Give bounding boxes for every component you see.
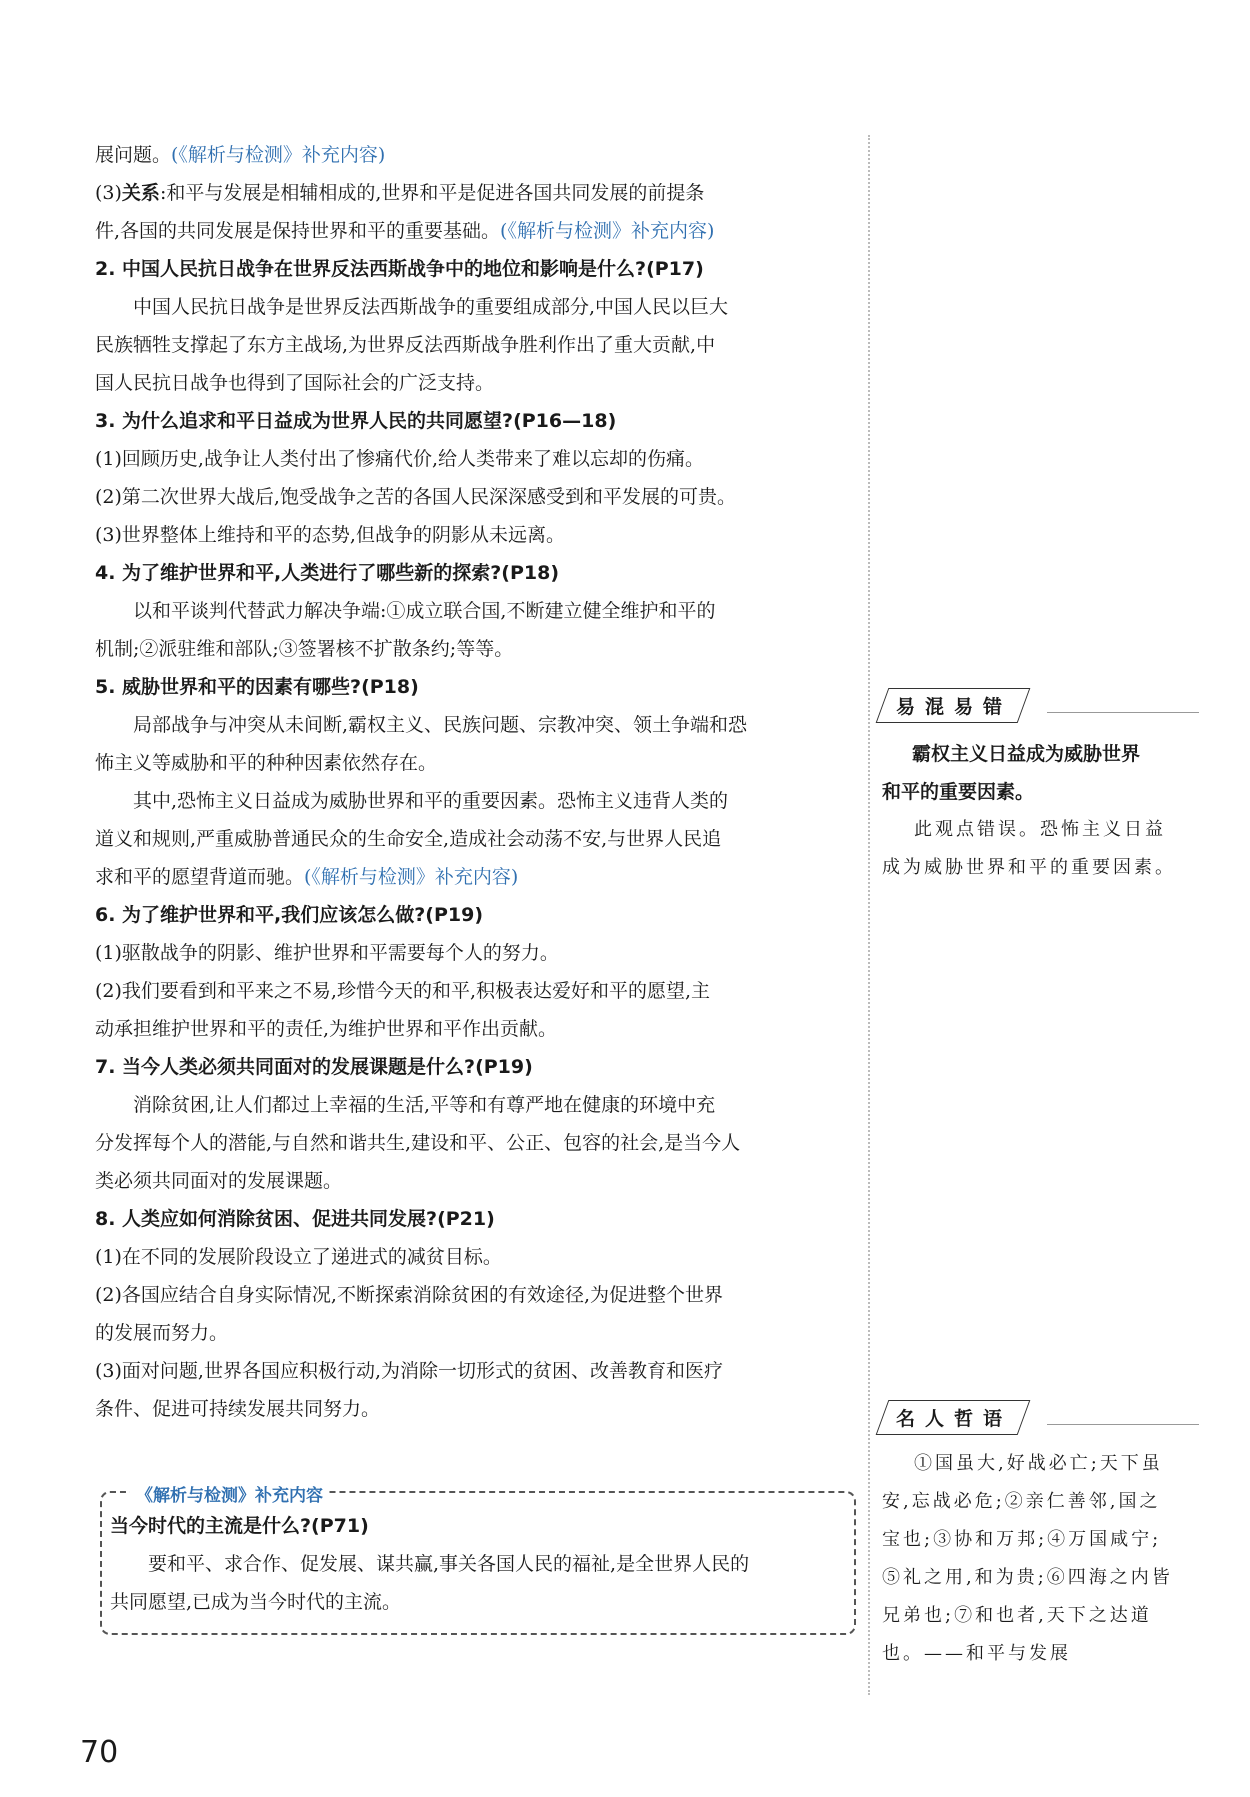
question-8: 8. 人类应如何消除贫困、促进共同发展?(P21) xyxy=(95,1208,495,1230)
question-7: 7. 当今人类必须共同面对的发展课题是什么?(P19) xyxy=(95,1056,533,1078)
answer-line: (2)我们要看到和平来之不易,珍惜今天的和平,积极表达爱好和平的愿望,主 xyxy=(95,980,711,1002)
answer-line: (2)各国应结合自身实际情况,不断探索消除贫困的有效途径,为促进整个世界 xyxy=(95,1284,723,1306)
quote-line: ⑤礼之用,和为贵;⑥四海之内皆 xyxy=(882,1567,1173,1588)
tag-underline xyxy=(1047,712,1199,713)
mistake-statement: 霸权主义日益成为威胁世界 xyxy=(912,743,1141,765)
question-2: 2. 中国人民抗日战争在世界反法西斯战争中的地位和影响是什么?(P17) xyxy=(95,258,704,280)
answer-line: (3)面对问题,世界各国应积极行动,为消除一切形式的贫困、改善教育和医疗 xyxy=(95,1360,723,1382)
answer-line: 以和平谈判代替武力解决争端:①成立联合国,不断建立健全维护和平的 xyxy=(133,600,716,622)
common-mistakes-tag: 易混易错 xyxy=(882,688,1024,723)
answer-line: (1)驱散战争的阴影、维护世界和平需要每个人的努力。 xyxy=(95,942,559,964)
quote-line: 宝也;③协和万邦;④万国咸宁; xyxy=(882,1529,1162,1550)
mistake-statement: 和平的重要因素。 xyxy=(882,781,1035,803)
text-line: 展问题。(《解析与检测》补充内容) xyxy=(95,144,386,166)
mistake-explanation: 此观点错误。恐怖主义日益 xyxy=(914,819,1166,840)
answer-line: 分发挥每个人的潜能,与自然和谐共生,建设和平、公正、包容的社会,是当今人 xyxy=(95,1132,741,1154)
text-line: (3)关系:和平与发展是相辅相成的,世界和平是促进各国共同发展的前提条 xyxy=(95,182,705,204)
answer-line: 类必须共同面对的发展课题。 xyxy=(95,1170,343,1192)
question-6: 6. 为了维护世界和平,我们应该怎么做?(P19) xyxy=(95,904,484,926)
answer-line: 机制;②派驻维和部队;③签署核不扩散条约;等等。 xyxy=(95,638,514,660)
answer-line: 条件、促进可持续发展共同努力。 xyxy=(95,1398,381,1420)
question-3: 3. 为什么追求和平日益成为世界人民的共同愿望?(P16—18) xyxy=(95,410,617,432)
answer-line: 道义和规则,严重威胁普通民众的生命安全,造成社会动荡不安,与世界人民追 xyxy=(95,828,722,850)
reference-note: (《解析与检测》补充内容) xyxy=(500,220,715,242)
answer-line: 动承担维护世界和平的责任,为维护世界和平作出贡献。 xyxy=(95,1018,558,1040)
reference-note: (《解析与检测》补充内容) xyxy=(171,144,386,166)
quote-line: 兄弟也;⑦和也者,天下之达道 xyxy=(882,1605,1152,1626)
answer-line: 其中,恐怖主义日益成为威胁世界和平的重要因素。恐怖主义违背人类的 xyxy=(133,790,729,812)
reference-note: (《解析与检测》补充内容) xyxy=(304,866,519,888)
answer-line: (1)在不同的发展阶段设立了递进式的减贫目标。 xyxy=(95,1246,502,1268)
sidebar-common-mistakes xyxy=(882,688,1202,887)
text-line: 件,各国的共同发展是保持世界和平的重要基础。(《解析与检测》补充内容) xyxy=(95,220,715,242)
answer-line: 消除贫困,让人们都过上幸福的生活,平等和有尊严地在健康的环境中充 xyxy=(133,1094,716,1116)
main-column xyxy=(95,136,860,1428)
answer-line: 民族牺牲支撑起了东方主战场,为世界反法西斯战争胜利作出了重大贡献,中 xyxy=(95,334,716,356)
supplement-answer: 要和平、求合作、促发展、谋共赢,事关各国人民的福祉,是全世界人民的 xyxy=(148,1553,750,1575)
quote-line: ①国虽大,好战必亡;天下虽 xyxy=(914,1453,1163,1474)
answer-line: 的发展而努力。 xyxy=(95,1322,229,1344)
question-5: 5. 威胁世界和平的因素有哪些?(P18) xyxy=(95,676,419,698)
answer-line: 局部战争与冲突从未间断,霸权主义、民族问题、宗教冲突、领土争端和恐 xyxy=(133,714,748,736)
supplement-answer: 共同愿望,已成为当今时代的主流。 xyxy=(110,1591,402,1613)
sidebar-famous-quotes xyxy=(882,1400,1202,1673)
answer-line: 求和平的愿望背道而驰。(《解析与检测》补充内容) xyxy=(95,866,519,888)
tag-underline xyxy=(1047,1424,1199,1425)
answer-line: 怖主义等威胁和平的种种因素依然存在。 xyxy=(95,752,438,774)
quote-line: 也。——和平与发展 xyxy=(882,1643,1071,1664)
quote-line: 安,忘战必危;②亲仁善邻,国之 xyxy=(882,1491,1161,1512)
answer-line: (3)世界整体上维持和平的态势,但战争的阴影从未远离。 xyxy=(95,524,565,546)
keyword: 关系 xyxy=(121,182,160,204)
famous-quotes-tag: 名人哲语 xyxy=(882,1400,1024,1435)
question-4: 4. 为了维护世界和平,人类进行了哪些新的探索?(P18) xyxy=(95,562,560,584)
answer-line: (2)第二次世界大战后,饱受战争之苦的各国人民深深感受到和平发展的可贵。 xyxy=(95,486,736,508)
supplement-question: 当今时代的主流是什么?(P71) xyxy=(110,1515,369,1537)
supplement-box-label: 《解析与检测》补充内容 xyxy=(130,1481,329,1506)
column-divider xyxy=(868,135,870,1695)
page-number: 70 xyxy=(80,1735,119,1770)
answer-line: 国人民抗日战争也得到了国际社会的广泛支持。 xyxy=(95,372,495,394)
mistake-explanation: 成为威胁世界和平的重要因素。 xyxy=(882,857,1176,878)
answer-line: (1)回顾历史,战争让人类付出了惨痛代价,给人类带来了难以忘却的伤痛。 xyxy=(95,448,704,470)
answer-line: 中国人民抗日战争是世界反法西斯战争的重要组成部分,中国人民以巨大 xyxy=(133,296,729,318)
supplement-box xyxy=(100,1486,856,1635)
